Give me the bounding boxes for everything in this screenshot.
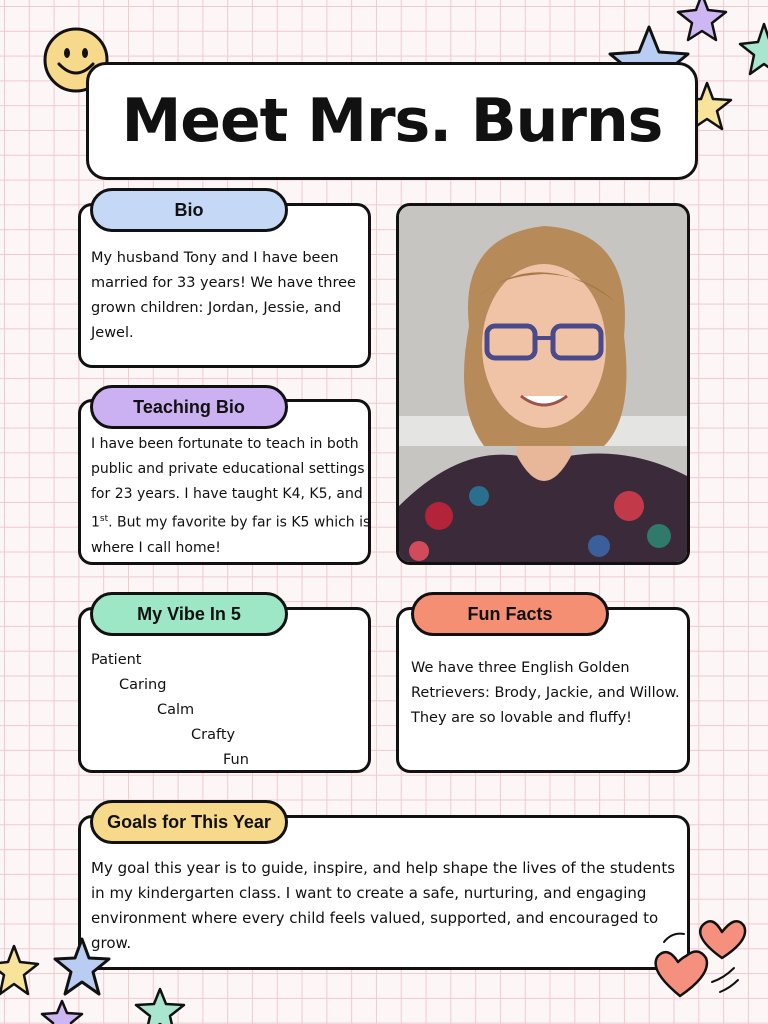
star-icon — [0, 944, 40, 998]
star-icon — [52, 936, 112, 1000]
star-icon — [738, 22, 768, 78]
star-icon — [132, 986, 188, 1024]
teaching-bio-sup: st — [99, 514, 109, 524]
bio-text: My husband Tony and I have been married for 33 years! We have three grown children: Jordan, Jessie, and Jewel. — [91, 250, 356, 341]
teaching-bio-text — [91, 432, 371, 561]
portrait-illustration — [399, 206, 687, 562]
bio-label: Bio — [90, 188, 288, 232]
fun-facts-label: Fun Facts — [411, 592, 609, 636]
vibe-label: My Vibe In 5 — [90, 592, 288, 636]
heart-icon — [650, 912, 756, 1004]
title-box — [86, 62, 698, 180]
goals-label: Goals for This Year — [90, 800, 288, 844]
goals-text: My goal this year is to guide, inspire, and help shape the lives of the students in my kindergarten class. I want to create a safe, nurturing, and engaging environment where every child feels valued, supported, and encouraged to grow. — [91, 859, 676, 952]
vibe-word-2: Caring — [119, 677, 167, 693]
fun-facts-text: We have three English Golden Retrievers: Brody, Jackie, and Willow. They are so lovable and fluffy! — [411, 660, 680, 726]
vibe-word-4: Crafty — [191, 727, 236, 743]
teaching-bio-label: Teaching Bio — [90, 385, 288, 429]
teacher-photo — [396, 203, 690, 565]
star-icon — [38, 998, 86, 1024]
vibe-word-3: Calm — [157, 702, 195, 718]
vibe-word-1: Patient — [91, 652, 142, 668]
teaching-bio-text-start: I have been fortunate to teach in both public and private educational settings for 23 years. I have taught K4, K5, and 1 — [91, 436, 365, 531]
teaching-bio-text-end: . But my favorite by far is K5 which is where I call home! — [91, 514, 371, 556]
vibe-word-5: Fun — [223, 752, 249, 768]
page-title: Meet Mrs. Burns — [121, 86, 663, 156]
